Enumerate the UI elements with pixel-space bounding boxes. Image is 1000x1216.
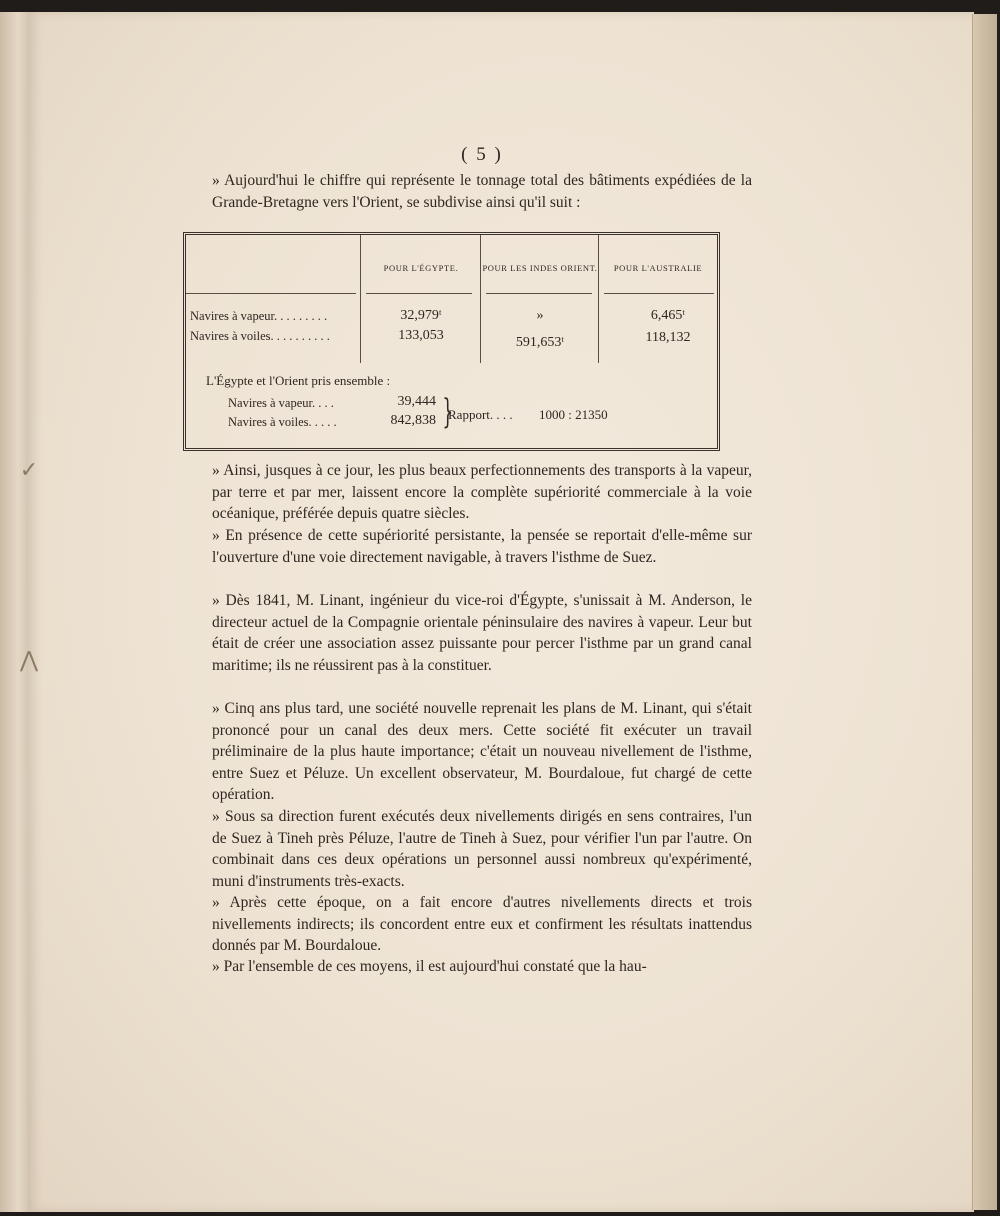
summary-value-vapeur: 39,444 bbox=[397, 394, 436, 409]
row-label-vapeur: Navires à vapeur. . . . . . . . . bbox=[190, 309, 328, 323]
ratio-value: 1000 : 21350 bbox=[539, 407, 608, 422]
column-header-indes: POUR LES INDES ORIENT. bbox=[482, 263, 598, 273]
page-stack-edge bbox=[972, 14, 997, 1210]
header-rule bbox=[186, 293, 356, 294]
header-rule bbox=[604, 293, 714, 294]
summary-value-voiles: 842,838 bbox=[390, 413, 436, 428]
cell-voiles-australie: 118,132 bbox=[645, 330, 691, 345]
fold-tear-mark: ⋀ bbox=[19, 648, 39, 673]
book-page bbox=[28, 12, 974, 1212]
column-header-egypt: POUR L'ÉGYPTE. bbox=[383, 263, 459, 273]
table-divider bbox=[480, 235, 481, 363]
facing-page-edge bbox=[0, 12, 30, 1212]
column-header-australie: POUR L'AUSTRALIE bbox=[613, 263, 703, 273]
body-paragraph: » Par l'ensemble de ces moyens, il est aujourd'hui constaté que la hau- bbox=[212, 958, 647, 975]
summary-label-voiles: Navires à voiles. . . . . bbox=[228, 415, 337, 429]
intro-paragraph: » Aujourd'hui le chiffre qui représente le tonnage total des bâtiments expédiées de la Grande-Bretagne vers l'Orient, se subdivise ainsi qu'il suit : bbox=[212, 172, 752, 211]
cell-vapeur-indes: » bbox=[536, 308, 544, 323]
ratio-label: Rapport. . . . bbox=[448, 407, 513, 422]
tonnage-table bbox=[183, 232, 720, 451]
cell-voiles-egypte: 133,053 bbox=[398, 328, 444, 343]
header-rule bbox=[366, 293, 472, 294]
body-paragraph: » Après cette époque, on a fait encore d'autres nivellements directs et trois nivellements indirects; ils concordent entre eux et confirment les résultats inattendus donnés par M. Bourdaloue. bbox=[212, 894, 752, 955]
table-divider bbox=[598, 235, 599, 363]
page-number: ( 5 ) bbox=[461, 144, 503, 165]
body-paragraph: » Cinq ans plus tard, une société nouvelle reprenait les plans de M. Linant, qui s'était prononcé pour un canal des deux mers. Cette société fit exécuter un travail préliminaire de la plus haute importance; c'était un nouveau nivellement de l'isthme, entre Suez et Péluze. Un excellent observateur, M. Bourdaloue, fut chargé de cette opération. bbox=[212, 700, 752, 804]
table-divider bbox=[360, 235, 361, 363]
body-paragraph: » Ainsi, jusques à ce jour, les plus beaux perfectionnements des transports à la vapeur, par terre et par mer, laissent encore la complète supériorité commerciale à la voie océanique, préférée depuis quatre siècles. bbox=[212, 462, 752, 523]
cell-vapeur-egypte: 32,979ᵗ bbox=[400, 308, 442, 323]
summary-title: L'Égypte et l'Orient pris ensemble : bbox=[206, 373, 391, 388]
row-label-voiles: Navires à voiles. . . . . . . . . . bbox=[190, 329, 330, 343]
cell-vapeur-australie: 6,465ᵗ bbox=[650, 308, 686, 323]
body-paragraph: » Sous sa direction furent exécutés deux nivellements dirigés en sens contraires, l'un de Suez à Tineh près Péluze, l'autre de Tineh à Suez, pour vérifier l'un par l'autre. On combinait dans ces deux opérations un personnel aussi nombreux qu'expérimenté, muni d'instruments très-exacts. bbox=[212, 808, 752, 890]
cell-voiles-indes: 591,653ᵗ bbox=[515, 335, 565, 350]
body-paragraph: » En présence de cette supériorité persistante, la pensée se reportait d'elle-même sur l'ouverture d'une voie directement navigable, à travers l'isthme de Suez. bbox=[212, 527, 752, 566]
fold-tear-mark: ✓ bbox=[19, 458, 39, 483]
summary-label-vapeur: Navires à vapeur. . . . bbox=[228, 396, 334, 410]
summary-brace: } bbox=[442, 392, 454, 432]
body-paragraph: » Dès 1841, M. Linant, ingénieur du vice-roi d'Égypte, s'unissait à M. Anderson, le directeur actuel de la Compagnie orientale péninsulaire des navires à vapeur. Leur but était de créer une association assez puissante pour percer l'isthme par un grand canal maritime; ils ne réussirent pas à la constituer. bbox=[212, 592, 752, 674]
header-rule bbox=[486, 293, 592, 294]
